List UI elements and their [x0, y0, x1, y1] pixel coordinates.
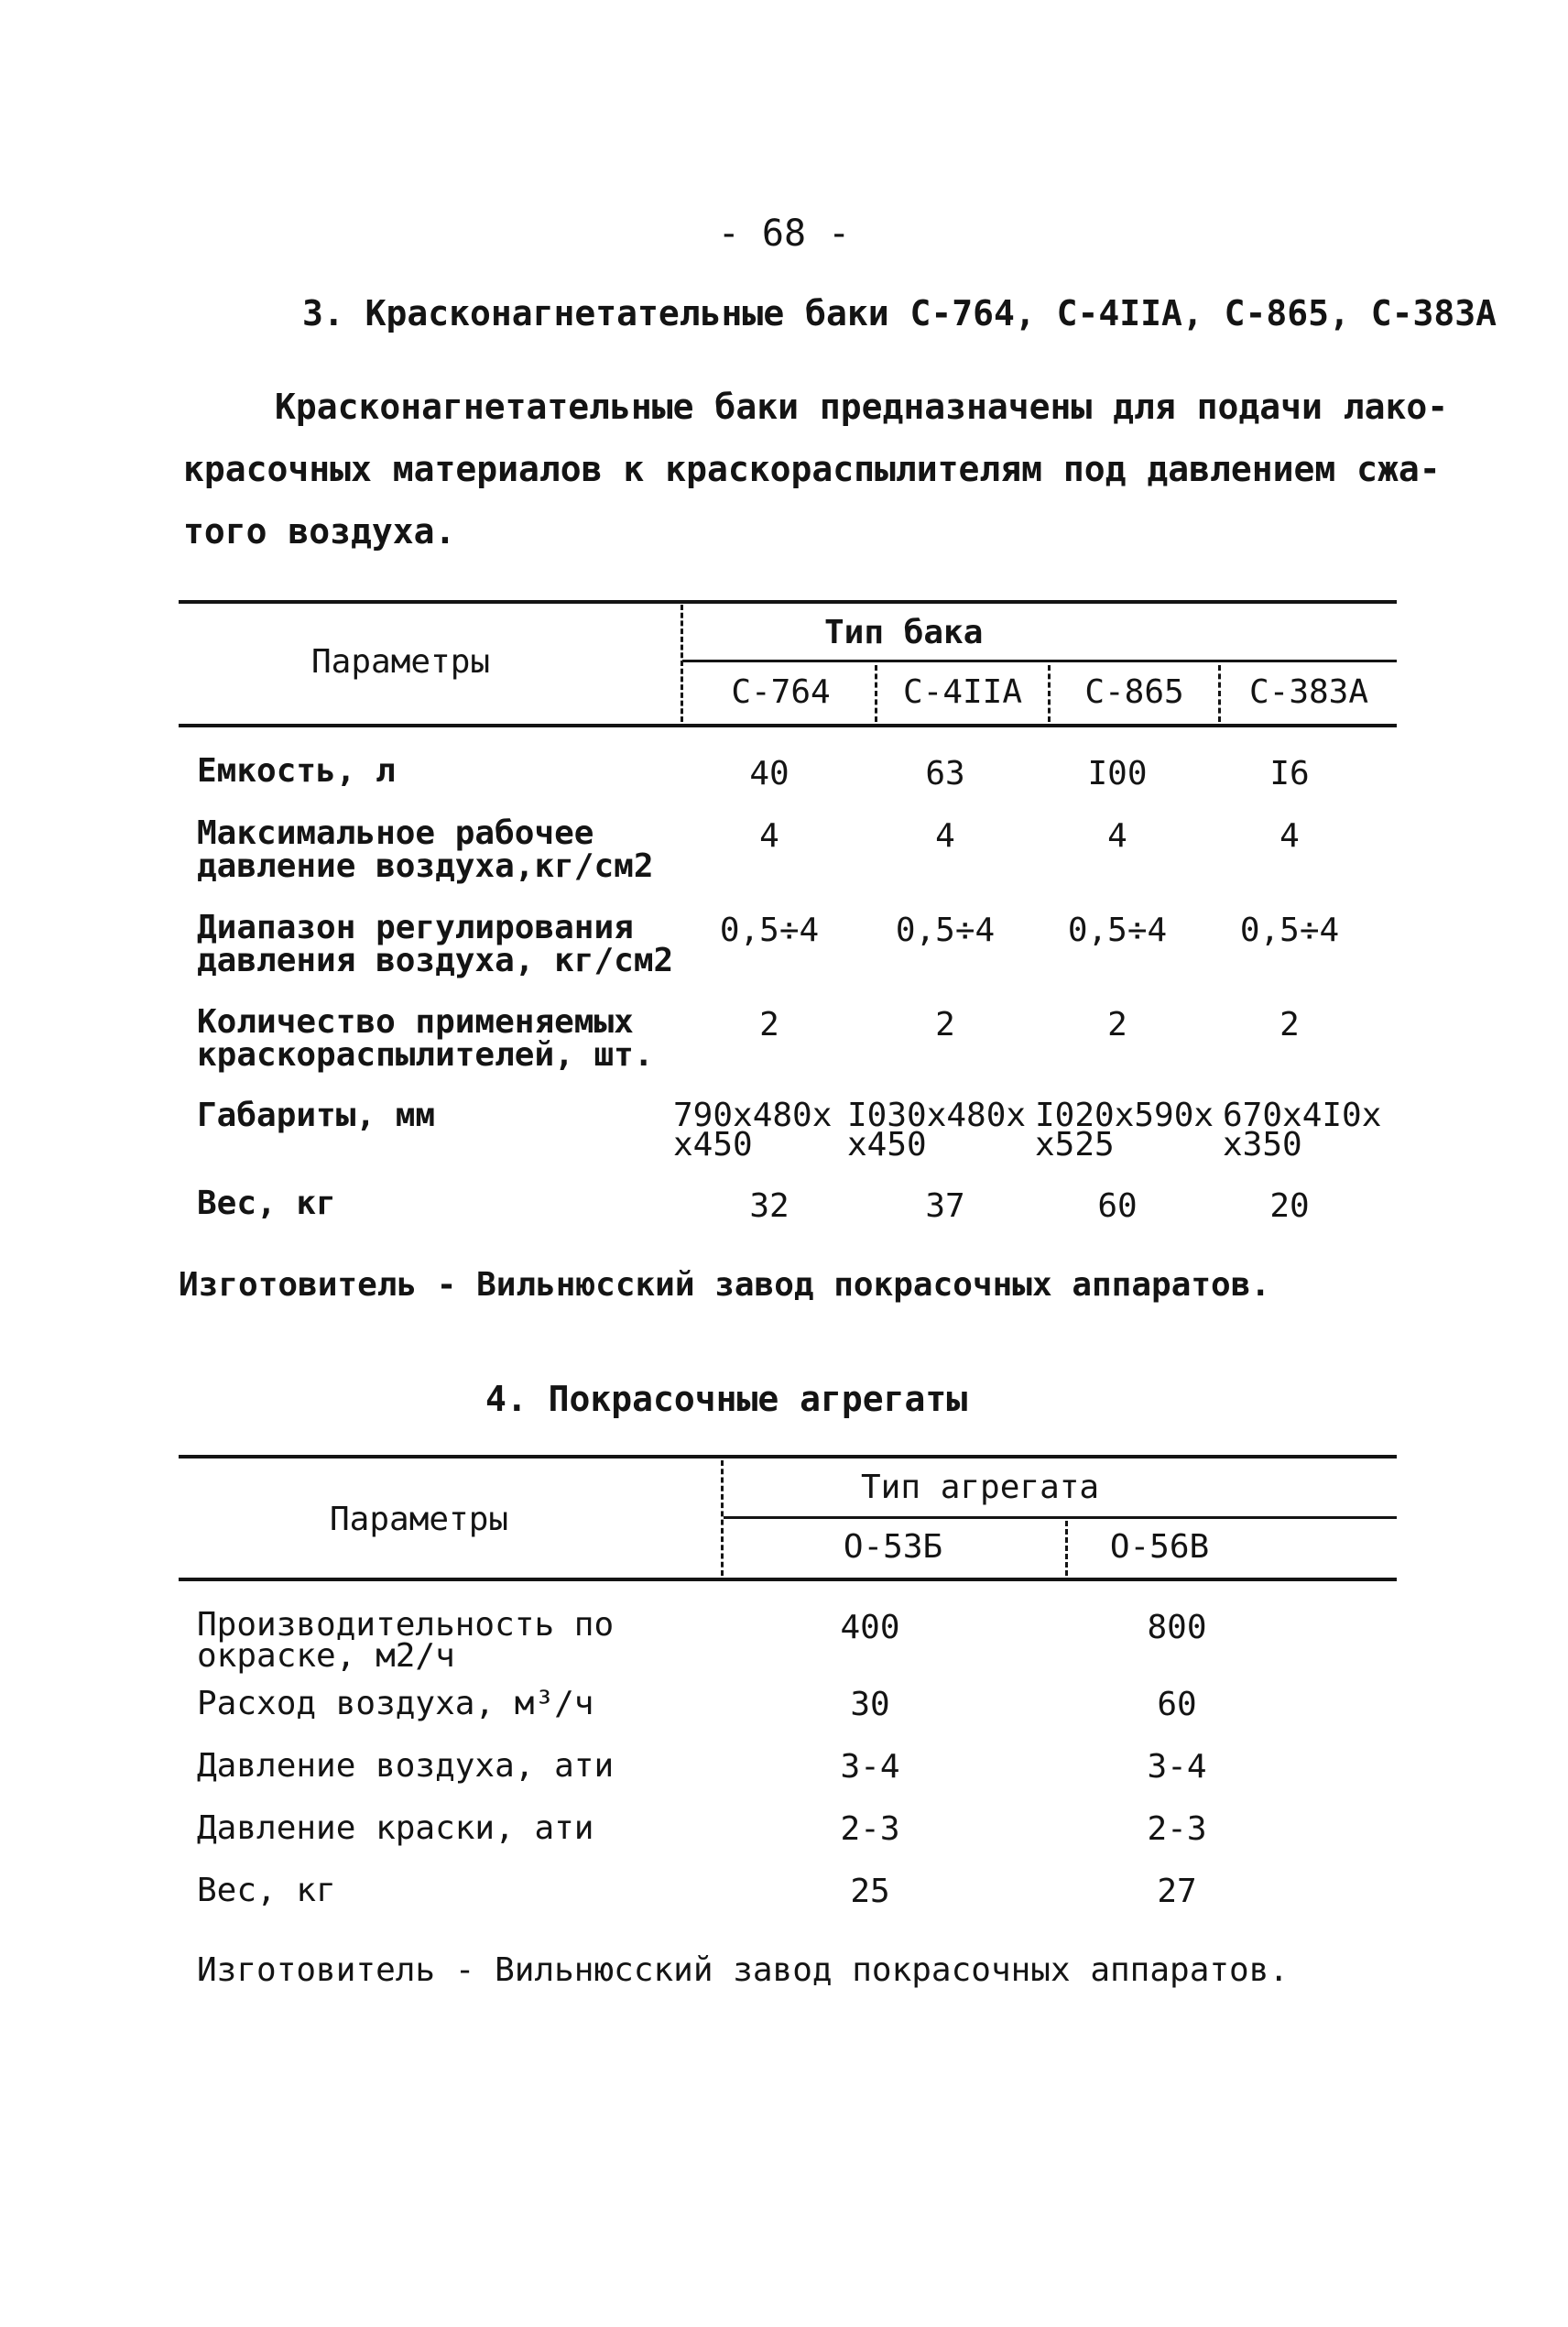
table-cell: I020х590х [1035, 1097, 1214, 1134]
column-header: С-4IIА [902, 673, 1023, 711]
table-cell: I030х480х [847, 1097, 1027, 1134]
table-cell: 60 [1097, 1187, 1138, 1225]
row-label: Вес, кг [197, 1185, 336, 1222]
column-header: О-56В [1109, 1528, 1210, 1566]
row-label: краскораспылителей, шт. [197, 1036, 654, 1074]
table-cell: 4 [935, 817, 955, 855]
row-label: Давление краски, ати [197, 1809, 594, 1847]
table-cell: 800 [1147, 1609, 1207, 1646]
table-cell: 60 [1157, 1686, 1197, 1723]
table-cell: 2 [1107, 1006, 1127, 1043]
table-rule-top [179, 1455, 1397, 1458]
table-cell: 790х480х [673, 1097, 833, 1134]
row-label: окраске, м2/ч [197, 1637, 455, 1675]
table-cell: 400 [840, 1609, 900, 1646]
table-cell: х350 [1223, 1126, 1302, 1164]
table-cell: 40 [749, 755, 789, 792]
paragraph-line: красочных материалов к краскораспылителям под давлением сжа- [183, 449, 1441, 489]
table-cell: 25 [850, 1873, 890, 1910]
table-cell: 32 [749, 1187, 789, 1225]
row-label: Максимальное рабочее [197, 814, 594, 852]
table-cell: 0,5÷4 [895, 912, 996, 949]
section3-paragraph [183, 376, 1448, 563]
table-cell: 2 [759, 1006, 779, 1043]
section3-title: 3. Красконагнетательные баки С-764, С-4IIА, С-865, С-383А [302, 293, 1497, 333]
column-group-header: Тип бака [824, 614, 984, 651]
table-cell: х450 [673, 1126, 753, 1164]
table-cell: 2-3 [840, 1810, 900, 1848]
table-cell: 0,5÷4 [1239, 912, 1340, 949]
table-rule-group [724, 1516, 1397, 1519]
row-label: давления воздуха, кг/см2 [197, 942, 674, 979]
table-cell: 2 [1279, 1006, 1300, 1043]
table-cell: 2 [935, 1006, 955, 1043]
table-rule-top [179, 600, 1397, 604]
table-cell: 20 [1269, 1187, 1310, 1225]
page-number: - 68 - [717, 213, 851, 255]
table-cell: 27 [1157, 1873, 1197, 1910]
manufacturer-note: Изготовитель - Вильнюсский завод покрасочных аппаратов. [197, 1951, 1290, 1989]
row-label: Диапазон регулирования [197, 909, 634, 946]
row-label: Количество применяемых [197, 1003, 634, 1041]
table-cell: 3-4 [840, 1748, 900, 1786]
row-label: Производительность по [197, 1606, 615, 1644]
table-cell: 3-4 [1147, 1748, 1207, 1786]
table-cell: 37 [925, 1187, 965, 1225]
section4-title: 4. Покрасочные агрегаты [485, 1379, 968, 1419]
row-label: давление воздуха,кг/см2 [197, 847, 654, 885]
table-cell: 4 [1279, 817, 1300, 855]
table-rule-group [682, 660, 1397, 662]
table-divider [681, 605, 683, 722]
paragraph-line: того воздуха. [183, 511, 456, 552]
table-cell: 30 [850, 1686, 890, 1723]
column-header: С-764 [731, 673, 831, 711]
table-cell: 2-3 [1147, 1810, 1207, 1848]
table-cell: I00 [1087, 755, 1148, 792]
row-label: Емкость, л [197, 752, 396, 790]
row-label: Габариты, мм [197, 1097, 436, 1134]
row-label: Вес, кг [197, 1872, 336, 1909]
table-cell: 0,5÷4 [719, 912, 820, 949]
column-header: С-865 [1084, 673, 1184, 711]
column-header: О-53Б [843, 1528, 943, 1566]
column-header-params: Параметры [311, 643, 491, 681]
table-cell: х450 [847, 1126, 927, 1164]
table-cell: I6 [1269, 755, 1310, 792]
table-cell: 4 [1107, 817, 1127, 855]
table-cell: 670х4I0х [1223, 1097, 1382, 1134]
row-label: Расход воздуха, м³/ч [197, 1685, 594, 1722]
manufacturer-note: Изготовитель - Вильнюсский завод покрасочных аппаратов. [179, 1266, 1271, 1304]
column-header: С-383А [1248, 673, 1369, 711]
table-cell: 63 [925, 755, 965, 792]
column-header-params: Параметры [330, 1501, 509, 1538]
table-rule-header [179, 1578, 1397, 1581]
row-label: Давление воздуха, ати [197, 1747, 615, 1785]
table-cell: 0,5÷4 [1067, 912, 1168, 949]
table-cell: 4 [759, 817, 779, 855]
column-group-header: Тип агрегата [861, 1469, 1100, 1506]
paragraph-line: Красконагнетательные баки предназначены для подачи лако- [275, 387, 1449, 427]
table-cell: х525 [1035, 1126, 1115, 1164]
table-rule-header [179, 724, 1397, 727]
